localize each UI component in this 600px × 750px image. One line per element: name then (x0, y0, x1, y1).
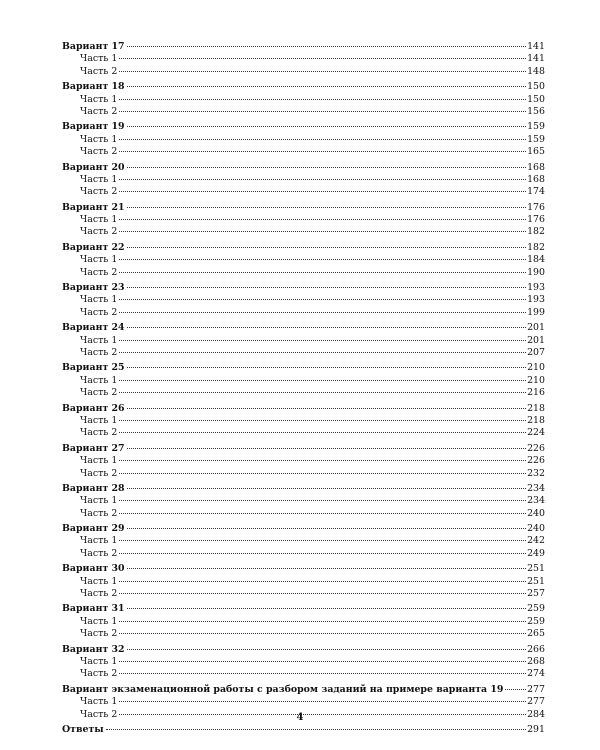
dot-leader (119, 99, 526, 100)
toc-page-number: 234 (527, 482, 545, 494)
toc-page-number: 148 (527, 65, 545, 77)
toc-page-number: 259 (527, 603, 545, 615)
toc-subentry (62, 254, 545, 266)
dot-leader (119, 701, 526, 702)
dot-leader (119, 473, 526, 474)
toc-subentry (62, 375, 545, 387)
dot-leader (119, 219, 526, 220)
toc-subentry (62, 94, 545, 106)
toc-subentry-label: Часть 1 (80, 455, 118, 467)
toc-subentry-label: Часть 2 (80, 427, 118, 439)
toc-subentry (62, 335, 545, 347)
toc-subentry (62, 267, 545, 279)
toc-subentry (62, 106, 545, 118)
toc-group (62, 362, 545, 399)
toc-subentry-label: Часть 2 (80, 588, 118, 600)
toc-subentry-label: Часть 2 (80, 266, 118, 278)
toc-page-number: 259 (527, 615, 545, 627)
toc-subentry (62, 495, 545, 507)
toc-entry-title: Вариант 30 (62, 563, 125, 575)
toc-page-number: 274 (527, 668, 545, 680)
dot-leader (119, 633, 526, 634)
toc-subentry (62, 226, 545, 238)
dot-leader (119, 593, 526, 594)
toc-subentry (62, 387, 545, 399)
toc-entry (62, 523, 545, 535)
dot-leader (127, 46, 527, 47)
toc-page-number: 251 (527, 575, 545, 587)
toc-group (62, 403, 545, 440)
dot-leader (119, 500, 526, 501)
toc-subentry-label: Часть 2 (80, 306, 118, 318)
toc-entry (62, 443, 545, 455)
toc-subentry (62, 588, 545, 600)
toc-page-number: 165 (527, 146, 545, 158)
dot-leader (119, 272, 526, 273)
dot-leader (119, 380, 526, 381)
toc-entry (62, 563, 545, 575)
toc-entry-title: Вариант экзаменационной работы с разбором заданий на примере варианта 19 (62, 683, 504, 695)
dot-leader (127, 126, 527, 127)
toc-entry (62, 202, 545, 214)
dot-leader (119, 299, 526, 300)
toc-entry (62, 282, 545, 294)
toc-group (62, 523, 545, 560)
dot-leader (119, 661, 526, 662)
toc-subentry-label: Часть 2 (80, 65, 118, 77)
toc-page-number: 268 (527, 655, 545, 667)
toc-group (62, 81, 545, 118)
toc-page-number: 168 (527, 173, 545, 185)
toc-group (62, 282, 545, 319)
toc-subentry (62, 214, 545, 226)
dot-leader (119, 540, 526, 541)
dot-leader (127, 408, 527, 409)
dot-leader (119, 340, 526, 341)
toc-subentry (62, 535, 545, 547)
toc-entry-title: Вариант 21 (62, 201, 125, 213)
toc-page-number: 226 (527, 442, 545, 454)
toc-subentry-label: Часть 2 (80, 668, 118, 680)
toc-page-number: 242 (527, 535, 545, 547)
dot-leader (127, 649, 527, 650)
toc-subentry-label: Часть 1 (80, 414, 118, 426)
dot-leader (127, 247, 527, 248)
toc-subentry (62, 53, 545, 65)
toc-subentry-label: Часть 2 (80, 467, 118, 479)
dot-leader (119, 392, 526, 393)
toc-subentry-label: Часть 1 (80, 696, 118, 708)
toc-page-number: 277 (527, 683, 545, 695)
dot-leader (119, 111, 526, 112)
toc-group (62, 724, 545, 736)
toc-page-number: 141 (527, 53, 545, 65)
toc-entry-title: Вариант 20 (62, 161, 125, 173)
toc-page-number: 199 (527, 306, 545, 318)
toc-subentry (62, 186, 545, 198)
toc-group (62, 322, 545, 359)
toc-page-number: 218 (527, 414, 545, 426)
toc-group (62, 41, 545, 78)
toc-subentry (62, 66, 545, 78)
toc-entry (62, 322, 545, 334)
toc-subentry-label: Часть 2 (80, 547, 118, 559)
dot-leader (119, 179, 526, 180)
toc-entry-title: Вариант 22 (62, 241, 125, 253)
toc-subentry (62, 668, 545, 680)
toc-subentry-label: Часть 2 (80, 226, 118, 238)
toc-page-number: 210 (527, 374, 545, 386)
toc-entry-title: Вариант 31 (62, 603, 125, 615)
toc-subentry-label: Часть 2 (80, 628, 118, 640)
toc-subentry-label: Часть 2 (80, 387, 118, 399)
toc-page-number: 201 (527, 322, 545, 334)
dot-leader (119, 673, 526, 674)
toc-subentry (62, 455, 545, 467)
toc-page-number: 168 (527, 161, 545, 173)
toc-page-number: 291 (527, 723, 545, 735)
dot-leader (119, 581, 526, 582)
toc-page-number: 141 (527, 41, 545, 52)
dot-leader (106, 729, 526, 730)
toc-entry-title: Вариант 26 (62, 402, 125, 414)
dot-leader (127, 86, 527, 87)
toc-subentry-label: Часть 1 (80, 173, 118, 185)
toc-subentry-label: Часть 1 (80, 334, 118, 346)
toc-entry-title: Вариант 28 (62, 482, 125, 494)
toc-entry-title: Вариант 23 (62, 282, 125, 294)
toc-entry (62, 41, 545, 53)
toc-entry (62, 162, 545, 174)
dot-leader (127, 207, 527, 208)
dot-leader (119, 513, 526, 514)
toc-subentry (62, 468, 545, 480)
toc-page-number: 176 (527, 214, 545, 226)
dot-leader (505, 689, 526, 690)
toc-page-number: 240 (527, 523, 545, 535)
dot-leader (119, 139, 526, 140)
toc-subentry-label: Часть 1 (80, 93, 118, 105)
toc-subentry-label: Часть 1 (80, 535, 118, 547)
dot-leader (119, 151, 526, 152)
toc-group (62, 121, 545, 158)
toc-entry-title: Вариант 17 (62, 41, 125, 52)
toc-page-number: 182 (527, 226, 545, 238)
dot-leader (119, 231, 526, 232)
toc-page-number: 232 (527, 467, 545, 479)
toc-page-number: 240 (527, 507, 545, 519)
toc-entry-title: Ответы (62, 723, 104, 735)
toc-entry (62, 403, 545, 415)
toc-page-number: 150 (527, 93, 545, 105)
toc-page-number: 174 (527, 186, 545, 198)
toc-subentry-label: Часть 2 (80, 186, 118, 198)
toc-page-number: 207 (527, 346, 545, 358)
dot-leader (127, 367, 527, 368)
toc-subentry-label: Часть 2 (80, 146, 118, 158)
toc-subentry (62, 628, 545, 640)
toc-subentry-label: Часть 1 (80, 133, 118, 145)
toc-subentry-label: Часть 1 (80, 575, 118, 587)
toc-subentry-label: Часть 1 (80, 294, 118, 306)
toc-page-number: 265 (527, 628, 545, 640)
toc-entry (62, 724, 545, 736)
toc-entry (62, 603, 545, 615)
toc-entry-title: Вариант 27 (62, 442, 125, 454)
toc-entry-title: Вариант 25 (62, 362, 125, 374)
toc-page-number: 257 (527, 588, 545, 600)
table-of-contents (62, 41, 545, 739)
toc-page-number: 176 (527, 201, 545, 213)
dot-leader (119, 420, 526, 421)
toc-page-number: 216 (527, 387, 545, 399)
toc-page-number: 193 (527, 282, 545, 294)
toc-subentry (62, 307, 545, 319)
toc-page-number: 266 (527, 643, 545, 655)
toc-subentry-label: Часть 1 (80, 655, 118, 667)
toc-subentry-label: Часть 2 (80, 105, 118, 117)
toc-subentry (62, 696, 545, 708)
toc-entry (62, 81, 545, 93)
toc-page-number: 190 (527, 266, 545, 278)
toc-subentry (62, 427, 545, 439)
toc-subentry-label: Часть 1 (80, 214, 118, 226)
toc-entry-title: Вариант 24 (62, 322, 125, 334)
dot-leader (119, 460, 526, 461)
toc-entry (62, 684, 545, 696)
dot-leader (127, 608, 527, 609)
toc-subentry-label: Часть 2 (80, 507, 118, 519)
toc-group (62, 162, 545, 199)
dot-leader (119, 259, 526, 260)
dot-leader (127, 287, 527, 288)
page-number: 4 (296, 712, 304, 723)
dot-leader (119, 71, 526, 72)
toc-group (62, 483, 545, 520)
toc-subentry (62, 656, 545, 668)
toc-page-number: 184 (527, 254, 545, 266)
toc-page-number: 182 (527, 241, 545, 253)
toc-group (62, 603, 545, 640)
toc-subentry (62, 146, 545, 158)
toc-page-number: 193 (527, 294, 545, 306)
dot-leader (119, 312, 526, 313)
toc-subentry-label: Часть 1 (80, 254, 118, 266)
toc-page-number: 201 (527, 334, 545, 346)
dot-leader (119, 58, 526, 59)
toc-subentry (62, 576, 545, 588)
toc-group (62, 202, 545, 239)
toc-entry-title: Вариант 18 (62, 81, 125, 93)
toc-subentry (62, 616, 545, 628)
dot-leader (127, 327, 527, 328)
toc-subentry-label: Часть 2 (80, 708, 118, 720)
toc-page-number: 224 (527, 427, 545, 439)
toc-subentry (62, 548, 545, 560)
dot-leader (127, 448, 527, 449)
toc-page-number: 159 (527, 121, 545, 133)
toc-page-number: 284 (527, 708, 545, 720)
toc-page-number: 277 (527, 696, 545, 708)
toc-subentry (62, 508, 545, 520)
toc-subentry-label: Часть 1 (80, 495, 118, 507)
toc-page-number: 234 (527, 495, 545, 507)
toc-group (62, 563, 545, 600)
toc-page-number: 251 (527, 563, 545, 575)
toc-page-number: 159 (527, 133, 545, 145)
toc-subentry (62, 415, 545, 427)
toc-group (62, 443, 545, 480)
toc-entry (62, 483, 545, 495)
toc-subentry-label: Часть 1 (80, 374, 118, 386)
toc-entry (62, 121, 545, 133)
toc-page-number: 156 (527, 105, 545, 117)
dot-leader (119, 621, 526, 622)
toc-page-number: 226 (527, 455, 545, 467)
toc-page-number: 210 (527, 362, 545, 374)
toc-page-number: 150 (527, 81, 545, 93)
toc-subentry (62, 174, 545, 186)
dot-leader (127, 488, 527, 489)
dot-leader (119, 191, 526, 192)
toc-entry-title: Вариант 19 (62, 121, 125, 133)
toc-group (62, 242, 545, 279)
dot-leader (119, 553, 526, 554)
toc-subentry (62, 134, 545, 146)
toc-subentry-label: Часть 1 (80, 615, 118, 627)
toc-subentry-label: Часть 2 (80, 346, 118, 358)
dot-leader (127, 167, 527, 168)
dot-leader (127, 528, 527, 529)
dot-leader (119, 432, 526, 433)
toc-subentry (62, 347, 545, 359)
toc-page-number: 218 (527, 402, 545, 414)
toc-entry-title: Вариант 32 (62, 643, 125, 655)
toc-entry-title: Вариант 29 (62, 523, 125, 535)
toc-entry (62, 362, 545, 374)
dot-leader (127, 568, 527, 569)
toc-page-number: 249 (527, 547, 545, 559)
toc-subentry (62, 294, 545, 306)
dot-leader (119, 352, 526, 353)
toc-entry (62, 644, 545, 656)
toc-entry (62, 242, 545, 254)
toc-subentry-label: Часть 1 (80, 53, 118, 65)
toc-group (62, 644, 545, 681)
